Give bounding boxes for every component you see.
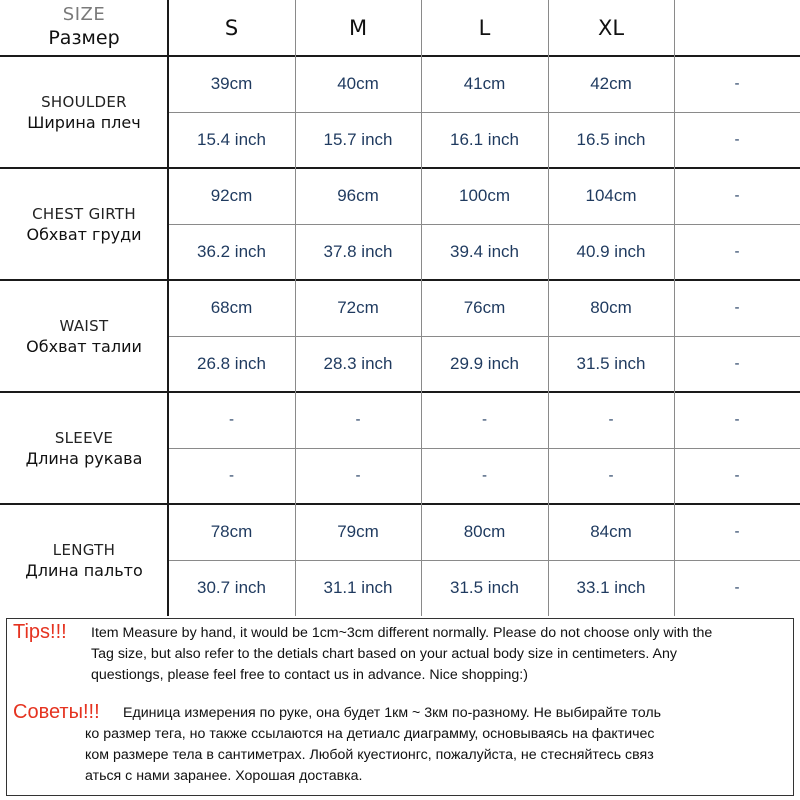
row-divider xyxy=(0,167,800,169)
row-label-en: LENGTH xyxy=(52,540,116,559)
column-header-l: L xyxy=(478,16,491,40)
column-divider xyxy=(295,0,296,616)
size-header-label: SIZE xyxy=(62,3,106,25)
tips-text-ru-line-3: ком размере тела в сантиметрах. Любой куестионгс, пожалуйста, не стесняйтесь связ xyxy=(85,747,654,763)
row-sub-divider xyxy=(168,560,800,561)
tips-box xyxy=(6,618,794,796)
value-cell-cm: 80cm xyxy=(463,522,506,541)
size-header-cell xyxy=(0,0,168,56)
value-cell-inch: 15.4 inch xyxy=(197,130,266,149)
column-header-blank xyxy=(674,0,800,56)
row-label-ru: Ширина плеч xyxy=(27,112,141,132)
value-cell-cm: 80cm xyxy=(590,298,632,317)
value-cell-cm: 100cm xyxy=(458,186,511,205)
row-label-length xyxy=(0,504,168,616)
row-label-ru: Длина пальто xyxy=(25,560,143,580)
value-cell-cm: 92cm xyxy=(210,186,253,205)
value-cell-inch: - xyxy=(734,580,740,596)
value-cell-cm: - xyxy=(228,412,235,428)
value-cell-cm: 78cm xyxy=(210,522,253,541)
value-cell-cm: 96cm xyxy=(337,186,379,205)
value-cell-inch: 31.5 inch xyxy=(576,354,646,373)
value-cell-cm: - xyxy=(734,412,740,428)
header-divider xyxy=(0,55,800,57)
row-divider xyxy=(0,503,800,505)
value-cell-inch: - xyxy=(734,244,740,260)
value-cell-cm: 39cm xyxy=(210,74,253,93)
value-cell-inch: 37.8 inch xyxy=(323,242,393,261)
row-label-shoulder xyxy=(0,56,168,168)
value-cell-inch: 40.9 inch xyxy=(576,242,646,261)
row-sub-divider xyxy=(168,336,800,337)
value-cell-cm: - xyxy=(608,412,614,428)
value-cell-inch: 31.5 inch xyxy=(450,578,519,597)
column-header-m: M xyxy=(348,16,368,40)
row-label-en: SLEEVE xyxy=(54,428,114,447)
row-label-waist xyxy=(0,280,168,392)
value-cell-cm: 84cm xyxy=(590,522,632,541)
tips-text-en-line-2: Tag size, but also refer to the detials chart based on your actual body size in centimeters. Any xyxy=(91,646,677,662)
tips-text-ru-line-4: аться с нами заранее. Хорошая доставка. xyxy=(85,768,363,784)
row-label-en: WAIST xyxy=(59,316,109,335)
row-label-en: SHOULDER xyxy=(41,92,127,111)
label-column-divider xyxy=(167,0,169,616)
value-cell-cm: 41cm xyxy=(463,74,506,93)
size-header-label-ru: Размер xyxy=(48,26,120,49)
value-cell-inch: - xyxy=(734,468,740,484)
row-label-ru: Обхват талии xyxy=(26,336,142,356)
value-cell-inch: 26.8 inch xyxy=(197,354,266,373)
tips-text-en-line-3: questiongs, please feel free to contact us in advance. Nice shopping:) xyxy=(91,667,528,683)
value-cell-cm: - xyxy=(734,188,740,204)
value-cell-inch: - xyxy=(608,468,614,484)
value-cell-inch: - xyxy=(355,468,361,484)
column-divider xyxy=(674,0,675,616)
value-cell-cm: 72cm xyxy=(337,298,379,317)
value-cell-inch: 16.5 inch xyxy=(576,130,646,149)
value-cell-cm: 68cm xyxy=(210,298,253,317)
value-cell-cm: 104cm xyxy=(585,186,637,205)
row-sub-divider xyxy=(168,224,800,225)
tips-text-ru-line-1: Единица измерения по руке, она будет 1км ~ 3км по-разному. Не выбирайте толь xyxy=(123,705,661,721)
column-divider xyxy=(421,0,422,616)
row-divider xyxy=(0,279,800,281)
value-cell-cm: 76cm xyxy=(463,298,506,317)
column-divider xyxy=(548,0,549,616)
value-cell-inch: 15.7 inch xyxy=(323,130,393,149)
value-cell-inch: - xyxy=(734,132,740,148)
value-cell-inch: 31.1 inch xyxy=(323,578,393,597)
value-cell-inch: 29.9 inch xyxy=(450,354,519,373)
value-cell-cm: - xyxy=(355,412,361,428)
row-sub-divider xyxy=(168,448,800,449)
value-cell-cm: 42cm xyxy=(590,74,632,93)
tips-label-ru: Советы!!! xyxy=(13,701,100,723)
tips-label-en: Tips!!! xyxy=(13,621,67,643)
value-cell-inch: - xyxy=(481,468,488,484)
row-label-ru: Длина рукава xyxy=(25,448,143,468)
row-label-ru: Обхват груди xyxy=(26,224,142,244)
tips-text-en-line-1: Item Measure by hand, it would be 1cm~3cm different normally. Please do not choose only with the xyxy=(91,625,713,641)
row-divider xyxy=(0,391,800,393)
value-cell-inch: 33.1 inch xyxy=(576,578,646,597)
row-sub-divider xyxy=(168,112,800,113)
value-cell-inch: 39.4 inch xyxy=(450,242,519,261)
value-cell-cm: - xyxy=(734,524,740,540)
tips-text-ru-line-2: ко размер тега, но также ссылаются на детиалс диаграмму, основываясь на фактичес xyxy=(85,726,655,742)
value-cell-inch: - xyxy=(228,468,235,484)
value-cell-cm: 79cm xyxy=(337,522,379,541)
column-header-xl: XL xyxy=(597,16,625,40)
column-header-s: S xyxy=(224,16,239,40)
value-cell-cm: - xyxy=(734,300,740,316)
value-cell-inch: 36.2 inch xyxy=(197,242,266,261)
value-cell-inch: 30.7 inch xyxy=(197,578,266,597)
value-cell-inch: 16.1 inch xyxy=(450,130,519,149)
value-cell-cm: - xyxy=(734,76,740,92)
value-cell-inch: - xyxy=(734,356,740,372)
value-cell-cm: - xyxy=(481,412,488,428)
value-cell-inch: 28.3 inch xyxy=(323,354,393,373)
value-cell-cm: 40cm xyxy=(337,74,379,93)
row-label-chest-girth xyxy=(0,168,168,280)
row-label-en: CHEST GIRTH xyxy=(32,204,136,223)
row-label-sleeve xyxy=(0,392,168,504)
